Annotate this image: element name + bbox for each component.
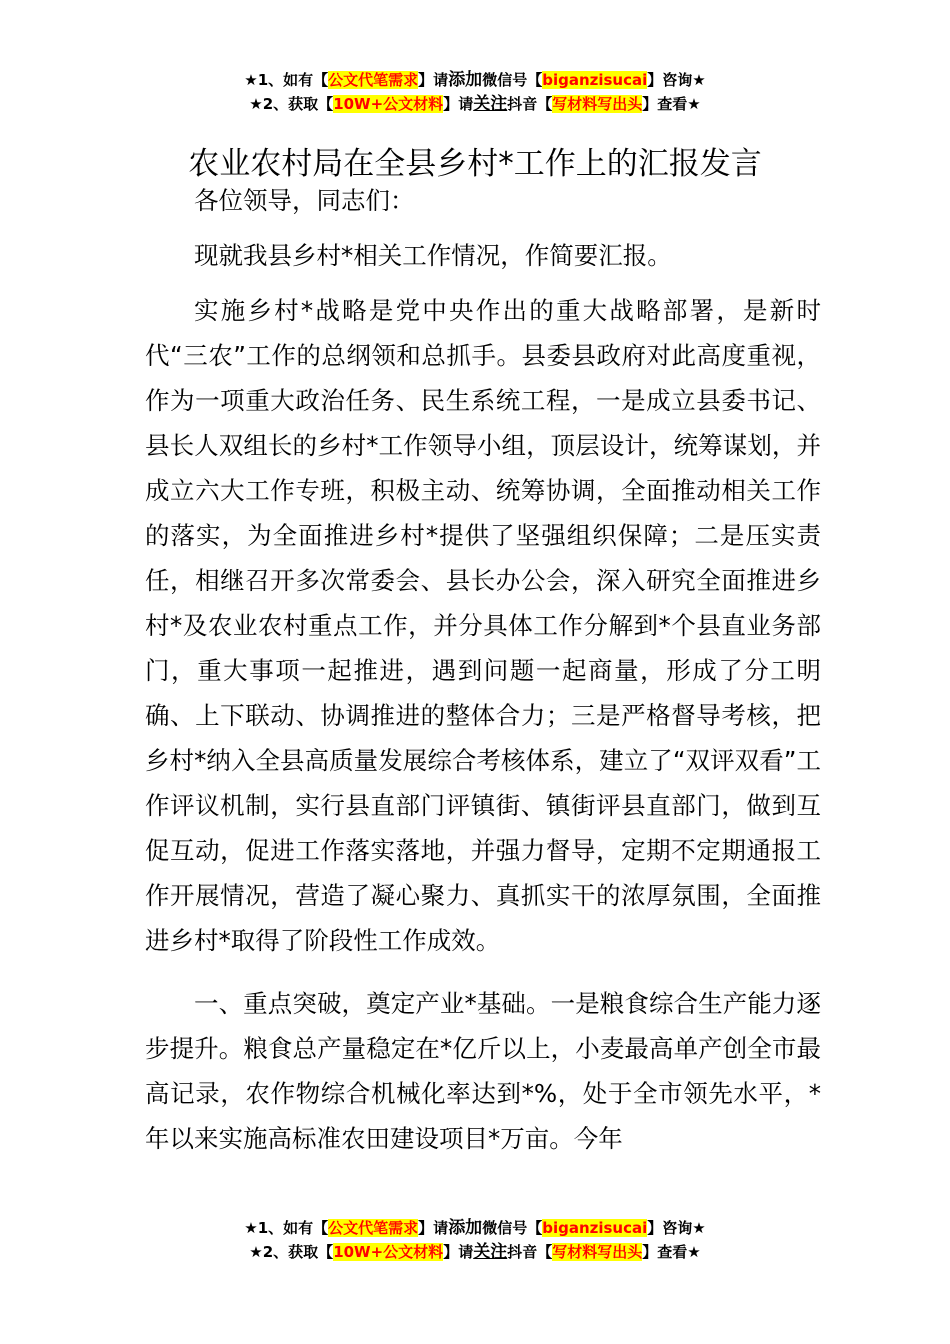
banner-emphasis: 关注 [473, 94, 508, 114]
banner-text: 】请 [443, 1243, 474, 1261]
banner-text: 】请 [418, 1219, 449, 1237]
banner-highlight: 10W+公文材料 [333, 1243, 444, 1261]
banner-emphasis: 添加 [448, 70, 483, 90]
banner-line-2 [0, 92, 950, 116]
banner-highlight: 写材料写出头 [552, 1243, 643, 1261]
banner-text: 】查看★ [642, 1243, 701, 1261]
banner-text: 】请 [418, 71, 449, 89]
banner-text: 】咨询★ [647, 71, 706, 89]
banner-text: ★2、获取【 [249, 95, 334, 113]
banner-highlight: 公文代笔需求 [328, 71, 419, 89]
banner-line-1 [0, 68, 950, 92]
banner-highlight: 公文代笔需求 [328, 1219, 419, 1237]
banner-text: 微信号【 [482, 71, 543, 89]
header-banner [0, 68, 950, 116]
intro-paragraph: 现就我县乡村*相关工作情况，作简要汇报。 [194, 241, 672, 270]
salutation: 各位领导，同志们： [194, 186, 415, 215]
banner-line-1 [0, 1216, 950, 1240]
banner-text: 抖音【 [507, 1243, 553, 1261]
section-paragraph: 一、重点突破，奠定产业*基础。一是粮食综合生产能力逐步提升。粮食总产量稳定在*亿斤以上，小麦最高单产创全市最高记录，农作物综合机械化率达到*%，处于全市领先水平，*年以来实施高标准农田建设项目*万亩。今年 [145, 989, 821, 1153]
banner-text: 】查看★ [642, 95, 701, 113]
banner-emphasis: 添加 [448, 1218, 483, 1238]
banner-text: ★2、获取【 [249, 1243, 334, 1261]
banner-text: ★1、如有【 [244, 1219, 329, 1237]
banner-text: 抖音【 [507, 95, 553, 113]
body-paragraph: 实施乡村*战略是党中央作出的重大战略部署，是新时代“三农”工作的总纲领和总抓手。县委县政府对此高度重视，作为一项重大政治任务、民生系统工程，一是成立县委书记、县长人双组长的乡村*工作领导小组，顶层设计，统筹谋划，并成立六大工作专班，积极主动、统筹协调，全面推动相关工作的落实，为全面推进乡村*提供了坚强组织保障；二是压实责任，相继召开多次常委会、县长办公会，深入研究全面推进乡村*及农业农村重点工作，并分具体工作分解到*个县直业务部门，重大事项一起推进，遇到问题一起商量，形成了分工明确、上下联动、协调推进的整体合力；三是严格督导考核，把乡村*纳入全县高质量发展综合考核体系，建立了“双评双看”工作评议机制，实行县直部门评镇街、镇街评县直部门，做到互促互动，促进工作落实落地，并强力督导，定期不定期通报工作开展情况，营造了凝心聚力、真抓实干的浓厚氛围，全面推进乡村*取得了阶段性工作成效。 [145, 296, 821, 955]
banner-text: ★1、如有【 [244, 71, 329, 89]
banner-text: 】咨询★ [647, 1219, 706, 1237]
document-title: 农业农村局在全县乡村*工作上的汇报发言 [188, 145, 762, 182]
banner-text: 微信号【 [482, 1219, 543, 1237]
banner-line-2 [0, 1240, 950, 1264]
banner-text: 】请 [443, 95, 474, 113]
footer-banner [0, 1216, 950, 1264]
banner-highlight: 10W+公文材料 [333, 95, 444, 113]
banner-emphasis: 关注 [473, 1242, 508, 1262]
banner-highlight: biganzisucai [542, 71, 648, 89]
banner-highlight: 写材料写出头 [552, 95, 643, 113]
document-body [145, 178, 821, 1161]
banner-highlight: biganzisucai [542, 1219, 648, 1237]
